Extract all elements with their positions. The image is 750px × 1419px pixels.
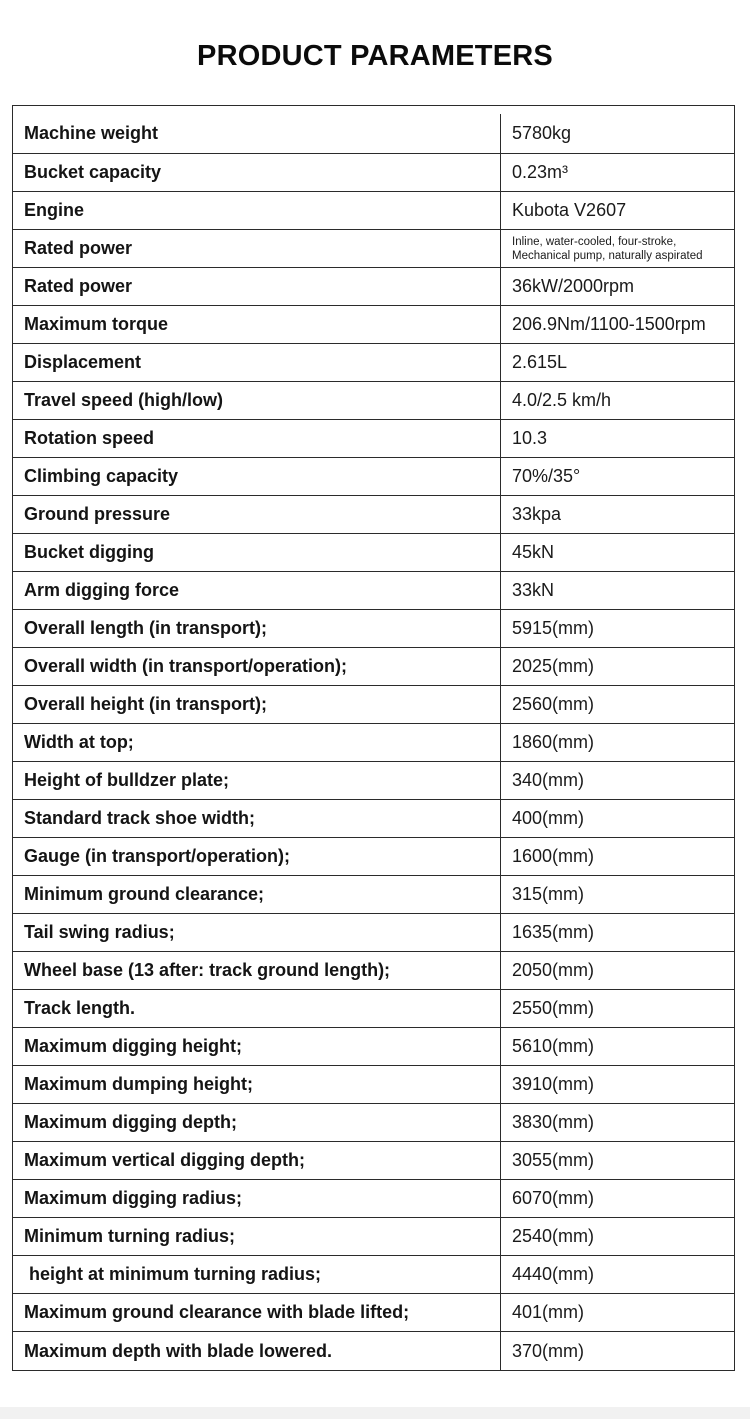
parameter-label: height at minimum turning radius; — [13, 1256, 501, 1293]
parameter-label: Bucket digging — [13, 534, 501, 571]
parameter-value: 1860(mm) — [512, 732, 595, 752]
table-row — [13, 420, 734, 458]
parameter-label: Rated power — [13, 268, 501, 305]
parameter-value: 5610(mm) — [512, 1036, 595, 1056]
table-row — [13, 306, 734, 344]
table-row — [13, 534, 734, 572]
parameter-value: 3830(mm) — [512, 1112, 595, 1132]
table-row — [13, 230, 734, 268]
parameter-label: Climbing capacity — [13, 458, 501, 495]
parameter-value: 4.0/2.5 km/h — [512, 390, 612, 410]
table-row — [13, 106, 734, 154]
parameter-value: 5915(mm) — [512, 618, 595, 638]
parameter-value: 2050(mm) — [512, 960, 595, 980]
footer-band — [0, 1407, 750, 1419]
table-row — [13, 1218, 734, 1256]
parameter-label: Wheel base (13 after: track ground length); — [13, 952, 501, 989]
table-row — [13, 876, 734, 914]
table-row — [13, 800, 734, 838]
parameter-label: Width at top; — [13, 724, 501, 761]
parameter-label: Maximum depth with blade lowered. — [13, 1332, 501, 1370]
parameter-label: Maximum digging depth; — [13, 1104, 501, 1141]
parameter-label: Maximum digging radius; — [13, 1180, 501, 1217]
parameter-value: Inline, water-cooled, four-stroke, Mechanical pump, naturally aspirated — [512, 235, 703, 262]
parameter-label: Maximum vertical digging depth; — [13, 1142, 501, 1179]
parameters-table — [12, 105, 735, 1371]
parameter-label: Maximum ground clearance with blade lifted; — [13, 1294, 501, 1331]
parameter-value: 70%/35° — [512, 466, 581, 486]
parameter-label: Maximum dumping height; — [13, 1066, 501, 1103]
parameter-label: Height of bulldzer plate; — [13, 762, 501, 799]
table-row — [13, 268, 734, 306]
table-row — [13, 1104, 734, 1142]
parameter-value: 3910(mm) — [512, 1074, 595, 1094]
table-row — [13, 1066, 734, 1104]
parameter-value: 5780kg — [512, 123, 572, 143]
parameter-value: 2.615L — [512, 352, 568, 372]
table-row — [13, 762, 734, 800]
parameter-label: Displacement — [13, 344, 501, 381]
table-row — [13, 952, 734, 990]
table-row — [13, 1028, 734, 1066]
parameter-label: Minimum turning radius; — [13, 1218, 501, 1255]
parameter-value: 400(mm) — [512, 808, 585, 828]
table-row — [13, 496, 734, 534]
page-title: PRODUCT PARAMETERS — [197, 40, 553, 72]
parameter-value: 6070(mm) — [512, 1188, 595, 1208]
parameter-value: 315(mm) — [512, 884, 585, 904]
table-row — [13, 1180, 734, 1218]
parameter-value: 33kpa — [512, 504, 562, 524]
parameter-value: 401(mm) — [512, 1302, 585, 1322]
parameter-value: 2560(mm) — [512, 694, 595, 714]
table-row — [13, 192, 734, 230]
table-row — [13, 838, 734, 876]
parameter-label: Arm digging force — [13, 572, 501, 609]
parameter-value: 0.23m³ — [512, 162, 569, 182]
parameter-value: 10.3 — [512, 428, 548, 448]
table-row — [13, 724, 734, 762]
parameter-value: 1600(mm) — [512, 846, 595, 866]
parameter-label: Engine — [13, 192, 501, 229]
parameter-value: 2550(mm) — [512, 998, 595, 1018]
parameter-label: Tail swing radius; — [13, 914, 501, 951]
parameter-label: Track length. — [13, 990, 501, 1027]
parameter-label: Overall height (in transport); — [13, 686, 501, 723]
parameter-value: 3055(mm) — [512, 1150, 595, 1170]
parameter-value: 340(mm) — [512, 770, 585, 790]
parameter-label: Overall width (in transport/operation); — [13, 648, 501, 685]
table-row — [13, 382, 734, 420]
parameter-value: 36kW/2000rpm — [512, 276, 635, 296]
table-row — [13, 1332, 734, 1370]
parameter-value: 2540(mm) — [512, 1226, 595, 1246]
table-row — [13, 914, 734, 952]
parameter-label: Travel speed (high/low) — [13, 382, 501, 419]
parameter-label: Machine weight — [13, 114, 501, 153]
table-row — [13, 344, 734, 382]
table-row — [13, 686, 734, 724]
table-row — [13, 154, 734, 192]
table-row — [13, 1142, 734, 1180]
table-row — [13, 610, 734, 648]
parameter-label: Rated power — [13, 230, 501, 267]
table-row — [13, 990, 734, 1028]
parameter-value: Kubota V2607 — [512, 200, 627, 220]
parameter-value: 2025(mm) — [512, 656, 595, 676]
parameter-value: 4440(mm) — [512, 1264, 595, 1284]
table-row — [13, 572, 734, 610]
parameter-label: Ground pressure — [13, 496, 501, 533]
table-row — [13, 648, 734, 686]
parameter-label: Bucket capacity — [13, 154, 501, 191]
parameter-label: Overall length (in transport); — [13, 610, 501, 647]
table-row — [13, 1294, 734, 1332]
parameter-label: Maximum digging height; — [13, 1028, 501, 1065]
parameter-value: 45kN — [512, 542, 555, 562]
parameter-label: Standard track shoe width; — [13, 800, 501, 837]
parameter-label: Maximum torque — [13, 306, 501, 343]
table-row — [13, 458, 734, 496]
parameter-value: 33kN — [512, 580, 555, 600]
parameter-label: Gauge (in transport/operation); — [13, 838, 501, 875]
parameter-label: Rotation speed — [13, 420, 501, 457]
parameter-label: Minimum ground clearance; — [13, 876, 501, 913]
parameter-value: 206.9Nm/1100-1500rpm — [512, 314, 706, 334]
parameter-value: 1635(mm) — [512, 922, 595, 942]
table-row — [13, 1256, 734, 1294]
parameter-value: 370(mm) — [512, 1340, 585, 1361]
